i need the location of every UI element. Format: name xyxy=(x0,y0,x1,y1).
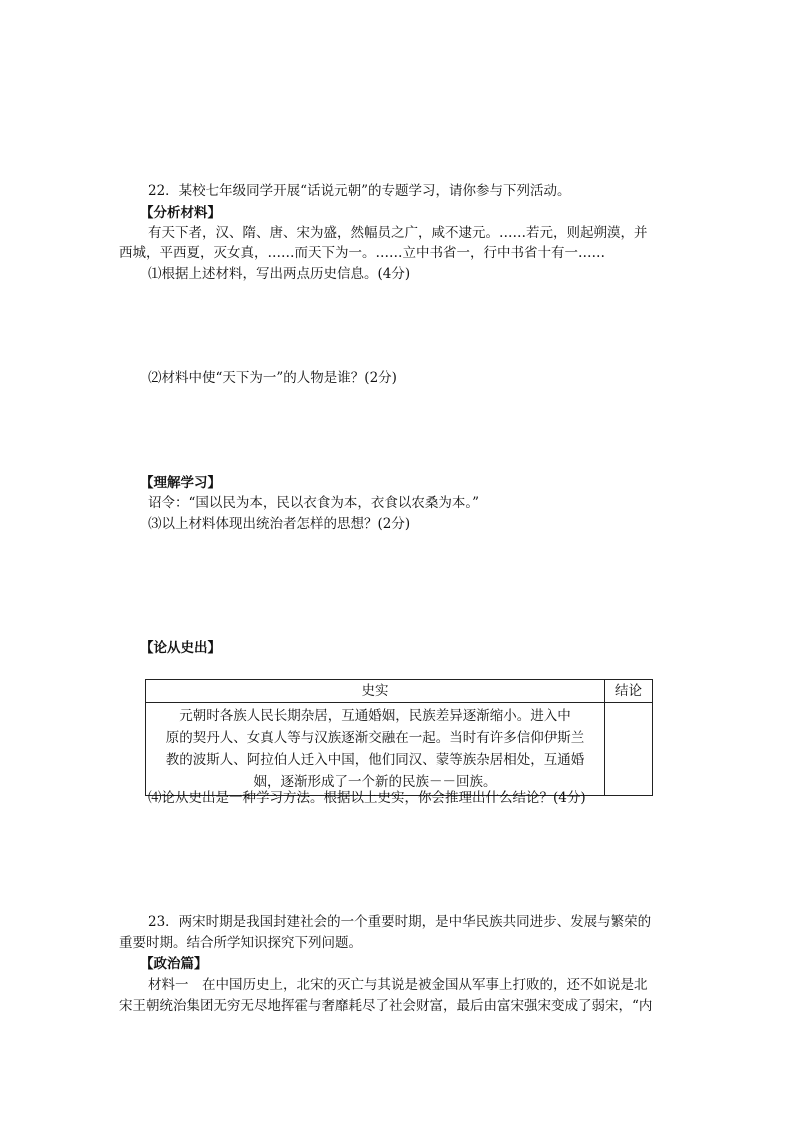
q23-material1-line-2: 宋王朝统治集团无穷无尽地挥霍与奢靡耗尽了社会财富，最后由富宋强宋变成了弱宋，“内 xyxy=(119,998,653,1014)
table-header-row xyxy=(146,680,653,703)
section-politics-heading: 【政治篇】 xyxy=(140,956,208,972)
table-cell-fact xyxy=(146,703,605,796)
history-facts-table xyxy=(145,679,653,796)
section-history-heading: 【论从史出】 xyxy=(140,640,221,656)
q22-subquestion-1: ⑴根据上述材料，写出两点历史信息。(4分) xyxy=(148,266,411,282)
q23-intro-line-1: 23．两宋时期是我国封建社会的一个重要时期，是中华民族共同进步、发展与繁荣的 xyxy=(148,914,652,930)
q22-intro: 22．某校七年级同学开展“话说元朝”的专题学习，请你参与下列活动。 xyxy=(148,183,571,199)
q23-material1-line-1: 材料一 在中国历史上，北宋的灭亡与其说是被金国从军事上打败的，还不如说是北 xyxy=(148,977,648,993)
table-cell-conclusion xyxy=(605,703,653,796)
fact-line-4: 姻，逐渐形成了一个新的民族－－回族。 xyxy=(253,774,497,790)
q22-material-line-2: 西城，平西夏，灭女真，……而天下为一。……立中书省一，行中书省十有一…… xyxy=(119,245,605,261)
fact-line-3: 教的波斯人、阿拉伯人迁入中国，他们同汉、蒙等族杂居相处，互通婚 xyxy=(165,752,585,768)
fact-line-1: 元朝时各族人民长期杂居，互通婚姻，民族差异逐渐缩小。进入中 xyxy=(179,708,571,724)
table-header-conclusion: 结论 xyxy=(605,680,653,703)
section-understand-heading: 【理解学习】 xyxy=(140,475,221,491)
q22-subquestion-4: ⑷论从史出是一种学习方法。根据以上史实，你会推理出什么结论？(4分) xyxy=(148,790,586,806)
q23-intro-line-2: 重要时期。结合所学知识探究下列问题。 xyxy=(119,935,362,951)
q22-subquestion-2: ⑵材料中使“天下为一”的人物是谁？(2分) xyxy=(148,370,397,386)
table-row xyxy=(146,703,653,796)
section-analyze-heading: 【分析材料】 xyxy=(140,205,221,221)
q22-subquestion-3: ⑶以上材料体现出统治者怎样的思想？(2分) xyxy=(148,516,411,532)
q22-edict: 诏令：“国以民为本，民以衣食为本，衣食以农桑为本。” xyxy=(148,495,480,511)
q22-material-line-1: 有天下者，汉、隋、唐、宋为盛，然幅员之广，咸不逮元。……若元，则起朔漠，并 xyxy=(148,225,648,241)
fact-line-2: 原的契丹人、女真人等与汉族逐渐交融在一起。当时有许多信仰伊斯兰 xyxy=(165,730,585,746)
table-header-fact: 史实 xyxy=(146,680,605,703)
